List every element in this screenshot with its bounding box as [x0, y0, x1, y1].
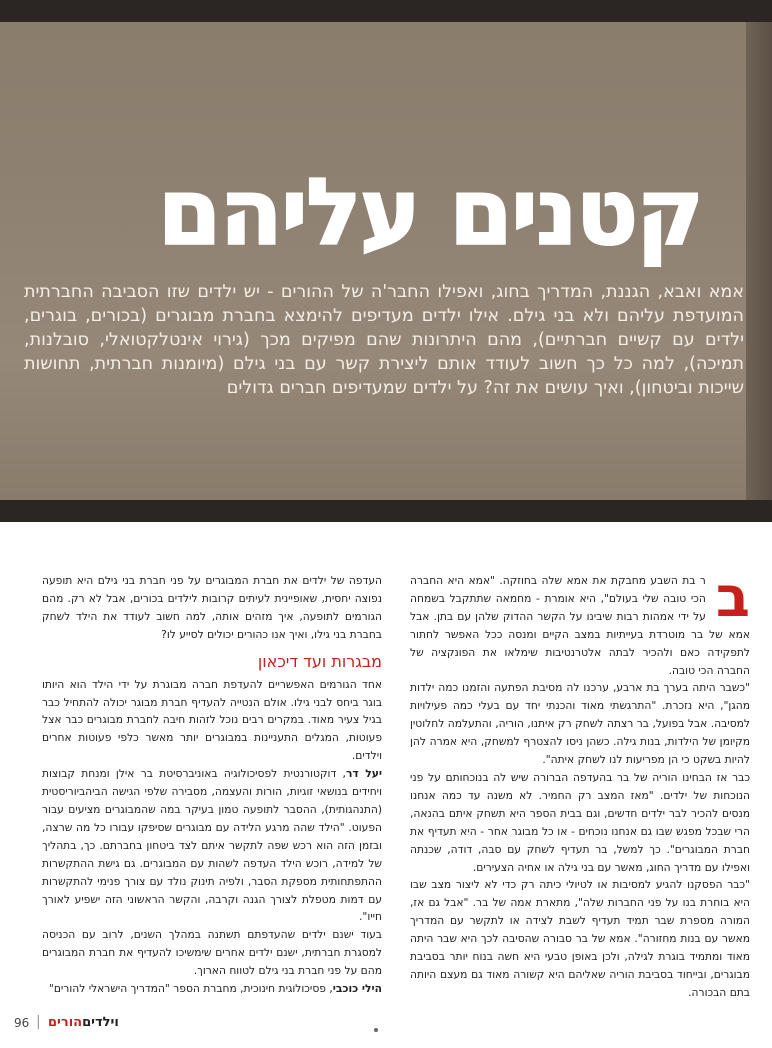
- page-footer: [0, 1012, 772, 1036]
- paragraph: ר בת השבע מחבקת את אמא שלה בחוזקה. "אמא היא החברה הכי טובה שלי בעולם", היא אומרת - מחמאה שתתקבל בשמחה על ידי אמהות רבות שיבינו על הקשר ההדוק שלהן עם בתן. אבל אמא של בר מוטרדת בעייתיות במצב הקיים ומנסה ככל האפשר לחתור לתפקידה כאם ולהכיר לבתה אלטרנטיבות שימלאו את הפונקציה של החברה הכי טובה.: [410, 574, 750, 677]
- paragraph: [42, 765, 382, 926]
- paragraph: "כשבר היתה בערך בת ארבע, ערכנו לה מסיבת הפתעה והזמנו כמה ילדות מהגן", היא נזכרת. "התרגשתי מאוד והכנתי יחד עם בעלי כמה פעילויות למסיבה. אבל בפועל, בר רצתה לשחק רק איתנו, הוריה, והתעלמה לחלוטין מקיומן של הילדות, בנות גילה. כשהן ניסו להצטרף למשחק, היא אמרה להן להיות בשקט כי הן מפריעות לנו לשחק איתה".: [410, 681, 750, 767]
- hero-edge-strip: [746, 22, 772, 500]
- paragraph-text: , פסיכולוגית חינוכית, מחברת הספר "המדריך הישראלי להורים": [48, 982, 333, 996]
- byline: | מאת: קורן דור |: [360, 505, 454, 520]
- column-right: [410, 565, 750, 1002]
- paragraph: "כבר הפסקנו להגיע למסיבות או לטיולי כיתה רק כדי לא ליצור מצב שבו היא בוחרת בנו על פני החברות שלה", מתארת אמה של בר. "אבל גם אז, המורה מספרת שבר תמיד תעדיף לשבת לצידה או לתקשר עם המדריך מאשר עם בנות מחזורה". אמא של בר סבורה שהסיבה לכך היא שבר היתה מאוד ומתמיד בוגרת לגילה, ולכן באופן טבעי היא חשה בנוח יותר בסביבת מבוגרים, ובייחוד בסביבת הוריה שאליהם היא קשורה מאוד גם מעצם היותה בתם הבכורה.: [410, 878, 750, 999]
- article-lead: אמא ואבא, הגננת, המדריך בחוג, ואפילו החבר'ה של ההורים - יש ילדים שזו הסביבה החברתית המועדפת עליהם ולא בני גילם. אילו ילדים מעדיפים להימצא בחברת מבוגרים (בכורים, בוגרים, ילדים עם קשיים חברתיים), מהם היתרונות שהם מפיקים מכך (גירוי אינטלקטואלי, סובלנות, תמיכה), למה כל כך חשוב לעודד אותם ליצירת קשר עם בני גילם (מיומנות חברתית, תחושות שייכות וביטחון), ואיך עושים את זה? על ילדים שמעדיפים חברים גדולים: [24, 282, 744, 398]
- paragraph: כבר אז הבחינו הוריה של בר בהעדפה הברורה שיש לה בנוכחותם על פני הנוכחות של ילדים. "מאז המצב רק החמיר. לא משנה עד כמה אנחנו מנסים להכיר לבר ילדים חדשים, וגם בבית הספר היא תשחק איתם בהנאה, הרי שבכל מפגש שבו גם אנחנו נוכחים - או כל מבוגר אחר - היא תעדיף את חברת המבוגרים". כך למשל, בר תעדיף לשחק עם סבה, דודה, שכנתה ואפילו עם מדריך החוג, מאשר עם בני גילה או אחיה הצעירים.: [410, 770, 750, 874]
- section-subheading: מבגרות ועד דיכאון: [257, 651, 382, 671]
- brand-part: וילדים: [82, 1015, 119, 1030]
- article-body: [42, 565, 750, 1012]
- brand-part: הורים: [48, 1015, 83, 1030]
- drop-cap: ב: [715, 565, 750, 630]
- page-number: 96: [14, 1016, 30, 1030]
- article-title: קטנים עליהם: [157, 159, 702, 266]
- footer-dot: [374, 1028, 378, 1032]
- paragraph: [42, 980, 382, 998]
- expert-name: הילי כוכבי: [332, 982, 382, 996]
- hero-banner: [0, 0, 772, 522]
- expert-name: יעל דר: [345, 767, 382, 781]
- paragraph: אחד הגורמים האפשריים להעדפת חברה מבוגרת על ידי הילד הוא היותו בוגר ביחס לבני גילו. אולם הנטייה להעדיף חברת מבוגר יכולה להתחיל כבר בגיל צעיר מאוד. במקרים רבים נוכל לזהות חיבה לחברת מבוגרים כבר אצל פעוטות, המגלים התעניינות במבוגרים יותר מאשר כלפי פעוטות אחרים וילדים.: [42, 677, 382, 763]
- paragraph-text: , דוקטורנטית לפסיכולוגיה באוניברסיטת בר אילן ומנחת קבוצות ויחידים בנושאי זוגיות, הורות והעצמה, מסבירה שלפי הגישה הביהביוריסטית (התנהגותית), ההסבר לתופעה טמון בעיקר במה שהמבוגרים מציעים עבור הפעוט. "הילד שהה מרגע הלידה עם מבוגרים שסיפקו עבורו כל מה שרצה, ובזמן הזה הוא רכש שפה לתקשר איתם לצד ביטחון בחברתם. כך, בתהליך של למידה, רוכש הילד העדפה לשהות עם המבוגרים. גם גישת ההתקשרות ההתפתחותית מספקת הסבר, ולפיה תינוק נולד עם צורך פנימי להתקשרות עם דמות מטפלת לצורך הגנה וקרבה, והקשר הראשוני הזה ישפיע לאורך חייו".: [42, 767, 382, 924]
- paragraph: העדפה של ילדים את חברת המבוגרים על פני חברת בני גילם היא תופעה נפוצה יחסית, שאופיינית לעיתים קרובות לילדים בכורים, אבל לא רק. מהם הגורמים לתופעה, איך מזהים אותה, למה חשוב לעודד את הילד לשחק בחברת בני גילו, ואיך אנו כהורים יכולים לסייע לו?: [42, 574, 382, 641]
- paragraph: בעוד ישנם ילדים שהעדפתם תשתנה במהלך השנים, לרוב עם הכניסה למסגרת חברתית, ישנם ילדים אחרים שימשיכו להעדיף את חברת המבוגרים מהם על פני חברת בני גילם לטווח הארוך.: [42, 928, 382, 978]
- column-left: [42, 572, 382, 998]
- magazine-brand: [48, 1015, 119, 1030]
- footer-separator: |: [36, 1014, 41, 1030]
